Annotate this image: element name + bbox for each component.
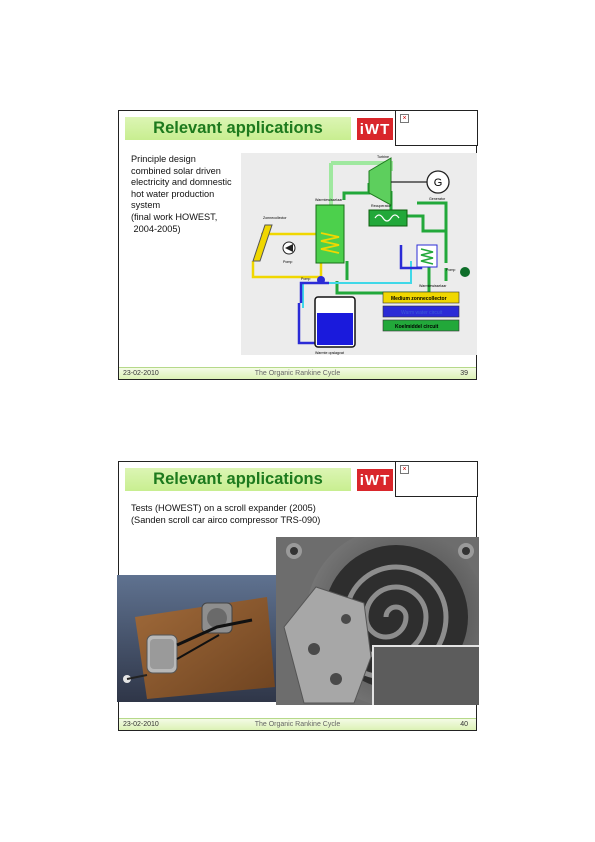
broken-image-placeholder xyxy=(395,461,478,497)
orc-diagram-svg xyxy=(241,153,477,355)
slide-title: Relevant applications xyxy=(153,119,323,137)
pump-mid xyxy=(317,276,325,284)
slide-title-bar xyxy=(125,117,351,140)
description-line: (Sanden scroll car airco compressor TRS-090) xyxy=(131,514,321,525)
iwt-logo: iWT xyxy=(357,469,393,491)
slide-description xyxy=(131,503,320,526)
description-line: Principle design xyxy=(131,154,196,164)
legend-water-label: Warm water circuit xyxy=(401,310,443,316)
legend-solar-label: Medium zonnecollector xyxy=(391,296,447,302)
orc-system-diagram xyxy=(241,153,477,355)
slide-title: Relevant applications xyxy=(153,470,323,488)
footer-date: 23-02-2010 xyxy=(123,721,159,728)
turbine-label: Turbine xyxy=(377,155,390,159)
footer-page-number: 39 xyxy=(460,370,468,377)
description-line: combined solar driven xyxy=(131,165,221,176)
description-line: hot water production xyxy=(131,188,215,199)
description-line: system xyxy=(131,200,161,211)
footer-title: The Organic Rankine Cycle xyxy=(254,370,341,377)
slide-39 xyxy=(118,110,477,380)
broken-image-icon: × xyxy=(400,114,409,123)
storage-tank-label: Warmte opslagvat xyxy=(315,351,344,355)
solar-collector-label: Zonnecollector xyxy=(263,216,287,220)
scroll-compressor-photo xyxy=(276,537,479,705)
broken-image-placeholder xyxy=(395,110,478,146)
slide-footer xyxy=(119,718,476,730)
scroll-expander-setup-photo xyxy=(117,575,279,702)
description-line: Tests (HOWEST) on a scroll expander (2005) xyxy=(131,503,316,513)
recuperator-label: Recuperator xyxy=(371,204,391,208)
slide-footer xyxy=(119,367,476,379)
description-line: (final work HOWEST, xyxy=(131,211,218,222)
pump-left-label: Pomp xyxy=(283,260,293,264)
broken-image-icon: × xyxy=(400,465,409,474)
pump-right-label: Pomp xyxy=(446,268,456,272)
footer-page-number: 40 xyxy=(460,721,468,728)
legend-refrigerant-label: Koelmiddel circuit xyxy=(395,324,439,330)
recuperator xyxy=(369,210,407,226)
heat-exchanger-bottom-label: Warmtewisselaar xyxy=(419,284,447,288)
slide-title-bar xyxy=(125,468,351,491)
slide-40 xyxy=(118,461,477,731)
pump-right xyxy=(460,267,470,277)
pump-mid-label: Pomp xyxy=(301,277,311,281)
slide-description xyxy=(131,154,232,235)
iwt-logo: iWT xyxy=(357,118,393,140)
heat-exchanger-top xyxy=(316,205,344,263)
generator-symbol: G xyxy=(433,177,443,189)
turbine-shape xyxy=(369,158,391,205)
description-line: electricity and domnestic xyxy=(131,177,232,188)
generator-label: Generator xyxy=(429,197,446,201)
description-line: 2004-2005) xyxy=(131,223,181,234)
solar-collector xyxy=(253,225,272,261)
footer-title: The Organic Rankine Cycle xyxy=(254,721,341,728)
heat-exchanger-top-label: Warmtewisselaar xyxy=(315,198,343,202)
footer-date: 23-02-2010 xyxy=(123,370,159,377)
